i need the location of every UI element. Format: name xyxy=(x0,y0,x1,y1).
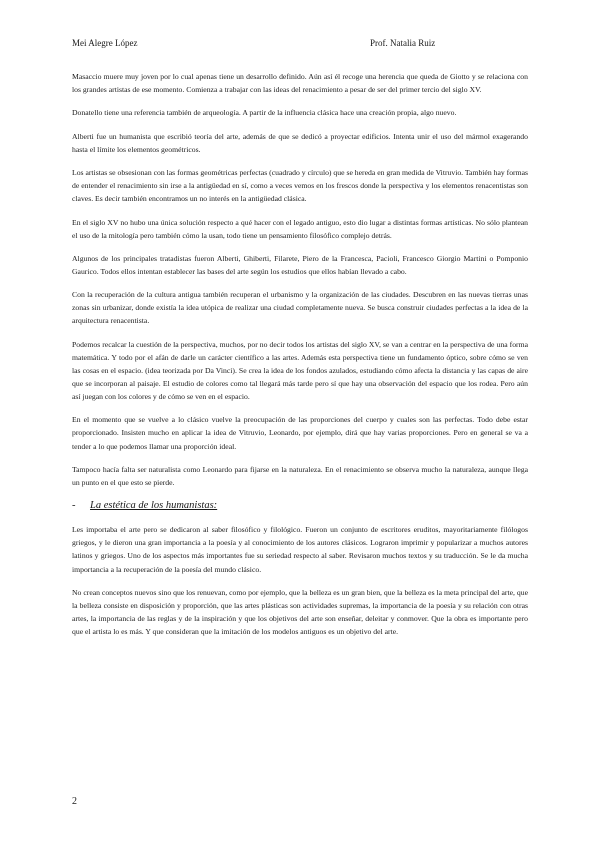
document-body xyxy=(72,70,528,648)
paragraph-masaccio: Masaccio muere muy joven por lo cual apenas tiene un desarrollo definido. Aún así él recoge una herencia que queda de Giotto y se relaciona con los grandes artistas de ese momento. Comienza a trabajar con las ideas del renacimiento a pesar de ser del primer tercio del siglo XV. xyxy=(72,72,528,95)
paragraph-proporciones: En el momento que se vuelve a lo clásico vuelve la preocupación de las proporciones del cuerpo y cuales son las perfectas. Todo debe estar proporcionado. Insisten mucho en aplicar la idea de Vitruvio, Leonardo, por ejemplo, dirá que hay varias proporciones. Pero en general se va a tender a lo que podemos llamar una proporción ideal. xyxy=(72,415,528,451)
paragraph-geometric-forms: Los artistas se obsesionan con las formas geométricas perfectas (cuadrado y círculo) que se hereda en gran medida de Vitruvio. También hay formas de entender el renacimiento sin irse a la antigüedad en sí, como a veces vemos en los frescos donde la perspectiva y los elementos renacentistas son claves. Es decir también encontramos un no interés en la antigüedad clásica. xyxy=(72,168,528,204)
paragraph-naturaleza: Tampoco hacía falta ser naturalista como Leonardo para fijarse en la naturaleza. En el renacimiento se observa mucho la naturaleza, aunque llega un punto en el que esto se pierde. xyxy=(72,464,528,487)
paragraph-donatello: Donatello tiene una referencia también de arqueología. A partir de la influencia clásica hace una creación propia, algo nuevo. xyxy=(72,108,457,118)
list-bullet: - xyxy=(72,500,76,512)
paragraph-urbanismo: Con la recuperación de la cultura antigua también recuperan el urbanismo y la organización de las ciudades. Descubren en las nuevas tierras unas zonas sin urbanizar, donde existía la idea utópica de realizar una ciudad completamente nueva. Se busca construir ciudades perfectas a la idea de la arquitectura renacentista. xyxy=(72,290,528,326)
page-number: 2 xyxy=(72,796,77,807)
paragraph-alberti: Alberti fue un humanista que escribió teoría del arte, además de que se dedicó a proyectar edificios. Intenta unir el uso del mármol exagerando hasta el límite los elementos geométricos. xyxy=(72,131,528,154)
professor-name: Prof. Natalia Ruiz xyxy=(370,38,436,48)
section-title: La estética de los humanistas: xyxy=(90,500,218,512)
author-name: Mei Alegre López xyxy=(72,38,138,48)
section-heading-humanistas xyxy=(72,499,528,513)
paragraph-tratadistas: Algunos de los principales tratadistas fueron Alberti, Ghiberti, Filarete, Piero de la Francesca, Pacioli, Francesco Giorgio Martini o Pomponio Gaurico. Todos ellos intentan establecer las bases del arte según los estudios que ellos habían llevado a cabo. xyxy=(72,253,528,276)
paragraph-siglo-xv: En el siglo XV no hubo una única solución respecto a qué hacer con el legado antiguo, esto dio lugar a distintas formas artísticas. No sólo plantean el uso de la mitología pero también cómo la usan, todo tiene un pensamiento filosófico complejo detrás. xyxy=(72,217,528,240)
paragraph-humanistas-saber: Les importaba el arte pero se dedicaron al saber filosófico y filológico. Fueron un conjunto de escritores eruditos, mayoritariamente filólogos griegos, y le dieron una gran importancia a la poesía y al conocimiento de los autores clásicos. Lograron imprimir y popularizar a muchos autores latinos y griegos. Uno de los aspectos más importantes fue su seriedad respecto al saber. Revisaron muchos textos y su traducción. Se le da mucha importancia a la recuperación de la poesía del mundo clásico. xyxy=(72,525,528,574)
page-footer xyxy=(72,796,77,807)
page-header xyxy=(72,38,528,52)
paragraph-perspectiva: Podemos recalcar la cuestión de la perspectiva, muchos, por no decir todos los artistas del siglo XV, se van a centrar en la perspectiva de una forma matemática. Y todo por el afán de darle un carácter científico a las artes. Además esta perspectiva tiene un fundamento óptico, sobre cómo se ven las cosas en el espacio. (idea teorizada por Da Vinci). Se crea la idea de los fondos azulados, estudiando cómo afecta la distancia y las capas de aire que se incorporan al paisaje. El estudio de colores como tal llegará más tarde pero sí que hay una observación del espacio que los rodea. Pero aún así juegan con los colores y de cómo se ven en el espacio. xyxy=(72,339,528,402)
paragraph-humanistas-conceptos: No crean conceptos nuevos sino que los renuevan, como por ejemplo, que la belleza es un gran bien, que la belleza es la meta principal del arte, que la belleza consiste en disposición y proporción, que las artes plásticas son actividades supremas, la importancia de la poesía y su relación con otras artes, la importancia de las reglas y de la inspiración y que los objetivos del arte son enseñar, deleitar y conmover. Que la obra es importante pero que el artista lo es más. Y que consideran que la imitación de los modelos antiguos es un objetivo del arte. xyxy=(72,587,528,637)
